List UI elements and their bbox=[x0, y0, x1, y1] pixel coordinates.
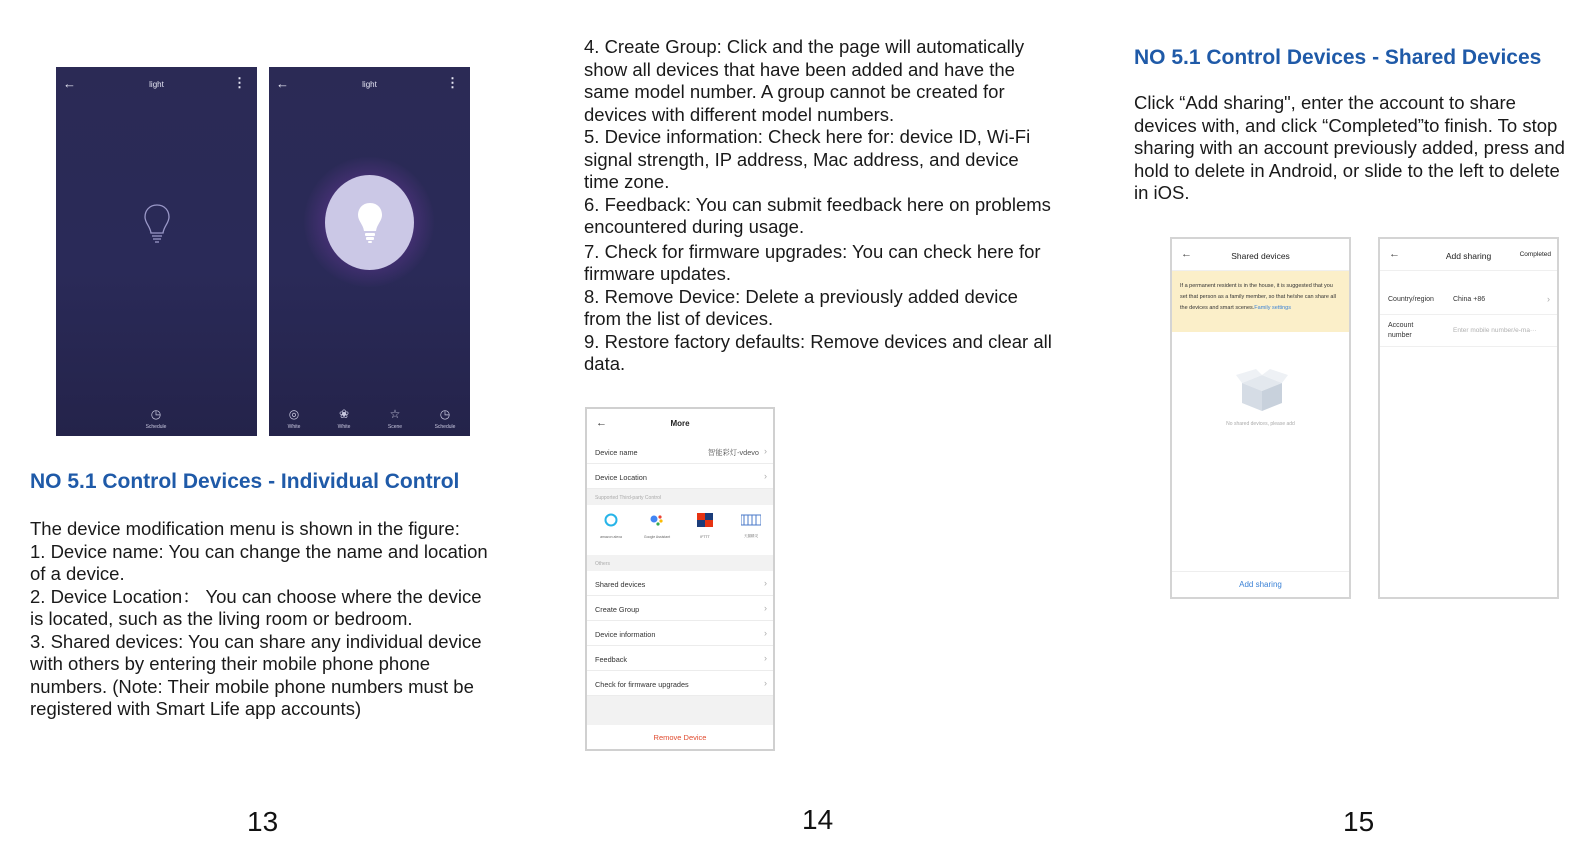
palette-icon: ❀ bbox=[338, 407, 350, 421]
row-label: Device name bbox=[595, 448, 638, 457]
add-sharing-button[interactable]: Add sharing bbox=[1172, 571, 1349, 597]
row-value: China +86 bbox=[1453, 296, 1486, 303]
chevron-right-icon: › bbox=[764, 653, 767, 663]
page15-body bbox=[1134, 92, 1570, 205]
star-icon: ☆ bbox=[389, 407, 401, 421]
third-party-label: Google Assistant bbox=[643, 535, 671, 539]
third-party-ifttt[interactable] bbox=[685, 513, 725, 539]
notice-text: If a permanent resident is in the house, it is suggested that you set that person as a family member, so that he/she can share all the devices and smart scenes. bbox=[1180, 283, 1336, 311]
arrow-left-icon[interactable]: ← bbox=[596, 417, 607, 429]
device-location-row[interactable] bbox=[587, 464, 773, 489]
alexa-icon bbox=[604, 513, 618, 527]
phone-top-bar bbox=[56, 67, 257, 103]
page14-body bbox=[584, 36, 1052, 376]
more-top-bar bbox=[587, 409, 773, 439]
arrow-left-icon[interactable]: ← bbox=[276, 76, 289, 91]
phone-top-bar bbox=[269, 67, 470, 103]
paragraph: The device modification menu is shown in the figure: bbox=[30, 518, 460, 539]
page-number: 15 bbox=[1343, 806, 1375, 837]
phone-title: light bbox=[362, 80, 377, 89]
feedback-row[interactable] bbox=[587, 646, 773, 671]
paragraph: 9. Restore factory defaults: Remove devices and clear all data. bbox=[584, 330, 1052, 374]
shared-devices-row[interactable] bbox=[587, 571, 773, 596]
more-vertical-icon[interactable]: ⋮ bbox=[446, 75, 459, 90]
tab-schedule[interactable] bbox=[136, 406, 176, 430]
account-number-row[interactable] bbox=[1380, 315, 1557, 347]
create-group-row[interactable] bbox=[587, 596, 773, 621]
account-input[interactable]: Enter mobile number/e-ma··· bbox=[1453, 327, 1537, 334]
shared-top-bar bbox=[1172, 239, 1349, 271]
third-party-tmall-genie[interactable] bbox=[731, 513, 771, 539]
add-sharing-screen bbox=[1378, 237, 1559, 599]
row-label: Country/region bbox=[1388, 296, 1434, 303]
third-party-label: amazon alexa bbox=[600, 535, 622, 539]
paragraph: 1. Device name: You can change the name and location of a device. bbox=[30, 540, 488, 584]
tab-label: Schedule bbox=[145, 424, 167, 430]
screen-title: More bbox=[670, 419, 690, 428]
page-number: 13 bbox=[247, 806, 279, 837]
chevron-right-icon: › bbox=[1547, 294, 1550, 304]
tab-label: White bbox=[337, 424, 351, 430]
arrow-left-icon[interactable]: ← bbox=[63, 76, 76, 91]
firmware-upgrade-row[interactable] bbox=[587, 671, 773, 696]
paragraph: 8. Remove Device: Delete a previously added device from the list of devices. bbox=[584, 285, 1018, 329]
spacer bbox=[1380, 271, 1557, 285]
shared-devices-screen bbox=[1170, 237, 1351, 599]
family-settings-link[interactable]: Family settings bbox=[1254, 305, 1291, 311]
section-title: Supported Third-party Control bbox=[595, 495, 662, 501]
arrow-left-icon[interactable]: ← bbox=[1389, 248, 1400, 260]
page-number: 14 bbox=[802, 804, 834, 835]
paragraph: 6. Feedback: You can submit feedback here on problems encountered during usage. bbox=[584, 193, 1051, 237]
more-settings-screen bbox=[585, 407, 775, 751]
device-information-row[interactable] bbox=[587, 621, 773, 646]
screen-title: Shared devices bbox=[1231, 251, 1290, 261]
chevron-right-icon: › bbox=[764, 678, 767, 688]
chevron-right-icon: › bbox=[764, 603, 767, 613]
tab-label: White bbox=[287, 424, 301, 430]
phone-tab-bar bbox=[56, 396, 257, 430]
empty-box-icon bbox=[1234, 367, 1290, 413]
family-notice bbox=[1172, 271, 1349, 332]
row-label: Shared devices bbox=[595, 580, 646, 589]
tab-white[interactable] bbox=[274, 406, 314, 430]
row-label: Feedback bbox=[595, 655, 628, 664]
individual-control-heading: NO 5.1 Control Devices - Individual Control bbox=[30, 470, 460, 493]
paragraph: 3. Shared devices: You can share any individual device with others by entering their mobile phone phone numbers. (Note: Their mobile phone numbers must be registered with Smart Life app accounts) bbox=[30, 630, 482, 719]
screen-title: Add sharing bbox=[1445, 251, 1492, 261]
tab-schedule[interactable] bbox=[425, 406, 465, 430]
chevron-right-icon: › bbox=[764, 446, 767, 456]
ifttt-icon bbox=[697, 513, 713, 527]
google-assistant-icon bbox=[649, 513, 665, 527]
device-name-row[interactable] bbox=[587, 439, 773, 464]
circle-icon: ◎ bbox=[288, 407, 300, 421]
page13-body bbox=[30, 518, 498, 721]
clock-icon: ◷ bbox=[150, 407, 162, 421]
lightbulb-outline-icon[interactable] bbox=[144, 203, 170, 247]
light-phone-screen-off bbox=[56, 67, 257, 436]
tab-label: Schedule bbox=[434, 424, 456, 430]
row-label: Device information bbox=[595, 630, 656, 639]
third-party-label: IFTTT bbox=[700, 535, 710, 539]
tab-scene[interactable] bbox=[375, 406, 415, 430]
row-label: Device Location bbox=[595, 473, 647, 482]
chevron-right-icon: › bbox=[764, 578, 767, 588]
clock-icon: ◷ bbox=[439, 407, 451, 421]
third-party-alexa[interactable] bbox=[591, 513, 631, 539]
third-party-label: 天猫精灵 bbox=[744, 534, 758, 538]
paragraph: 7. Check for firmware upgrades: You can check here for firmware updates. bbox=[584, 240, 1041, 284]
tab-colour[interactable] bbox=[324, 406, 364, 430]
section-title: Others bbox=[595, 561, 611, 567]
row-value: 智能彩灯-vdevo bbox=[707, 448, 759, 457]
completed-button[interactable]: Completed bbox=[1519, 251, 1551, 258]
more-vertical-icon[interactable]: ⋮ bbox=[233, 75, 246, 90]
third-party-row bbox=[587, 505, 773, 555]
third-party-google-assistant[interactable] bbox=[637, 513, 677, 539]
chevron-right-icon: › bbox=[764, 628, 767, 638]
add-sharing-top-bar bbox=[1380, 239, 1557, 271]
row-label: Account number bbox=[1388, 322, 1414, 339]
paragraph: 4. Create Group: Click and the page will automatically show all devices that have been added and have the same model number. A group cannot be created for devices with different model numbers. bbox=[584, 36, 1025, 125]
paragraph: 5. Device information: Check here for: device ID, Wi-Fi signal strength, IP address, Mac address, and device time zone. bbox=[584, 126, 1031, 192]
row-label: Check for firmware upgrades bbox=[595, 680, 689, 689]
phone-tab-bar bbox=[269, 396, 470, 430]
tab-label: Scene bbox=[387, 424, 403, 430]
arrow-left-icon[interactable]: ← bbox=[1181, 248, 1192, 260]
chevron-right-icon: › bbox=[764, 471, 767, 481]
lightbulb-icon bbox=[357, 201, 383, 245]
empty-state-text: No shared devices, please add bbox=[1226, 421, 1295, 427]
shared-devices-heading: NO 5.1 Control Devices - Shared Devices bbox=[1134, 46, 1542, 69]
phone-title: light bbox=[149, 80, 164, 89]
row-label: Create Group bbox=[595, 605, 640, 614]
remove-device-button[interactable]: Remove Device bbox=[587, 725, 773, 749]
country-region-row[interactable] bbox=[1380, 285, 1557, 315]
paragraph: 2. Device Location： You can choose where the device is located, such as the living room or bedroom. bbox=[30, 585, 482, 629]
tmall-genie-icon bbox=[741, 514, 761, 526]
paragraph: Click “Add sharing", enter the account to share devices with, and click “Completed”to finish. To stop sharing with an account previously added, press and hold to delete in Android, or slide to the left to delete in iOS. bbox=[1134, 92, 1565, 203]
light-phone-screen-on bbox=[269, 67, 470, 436]
